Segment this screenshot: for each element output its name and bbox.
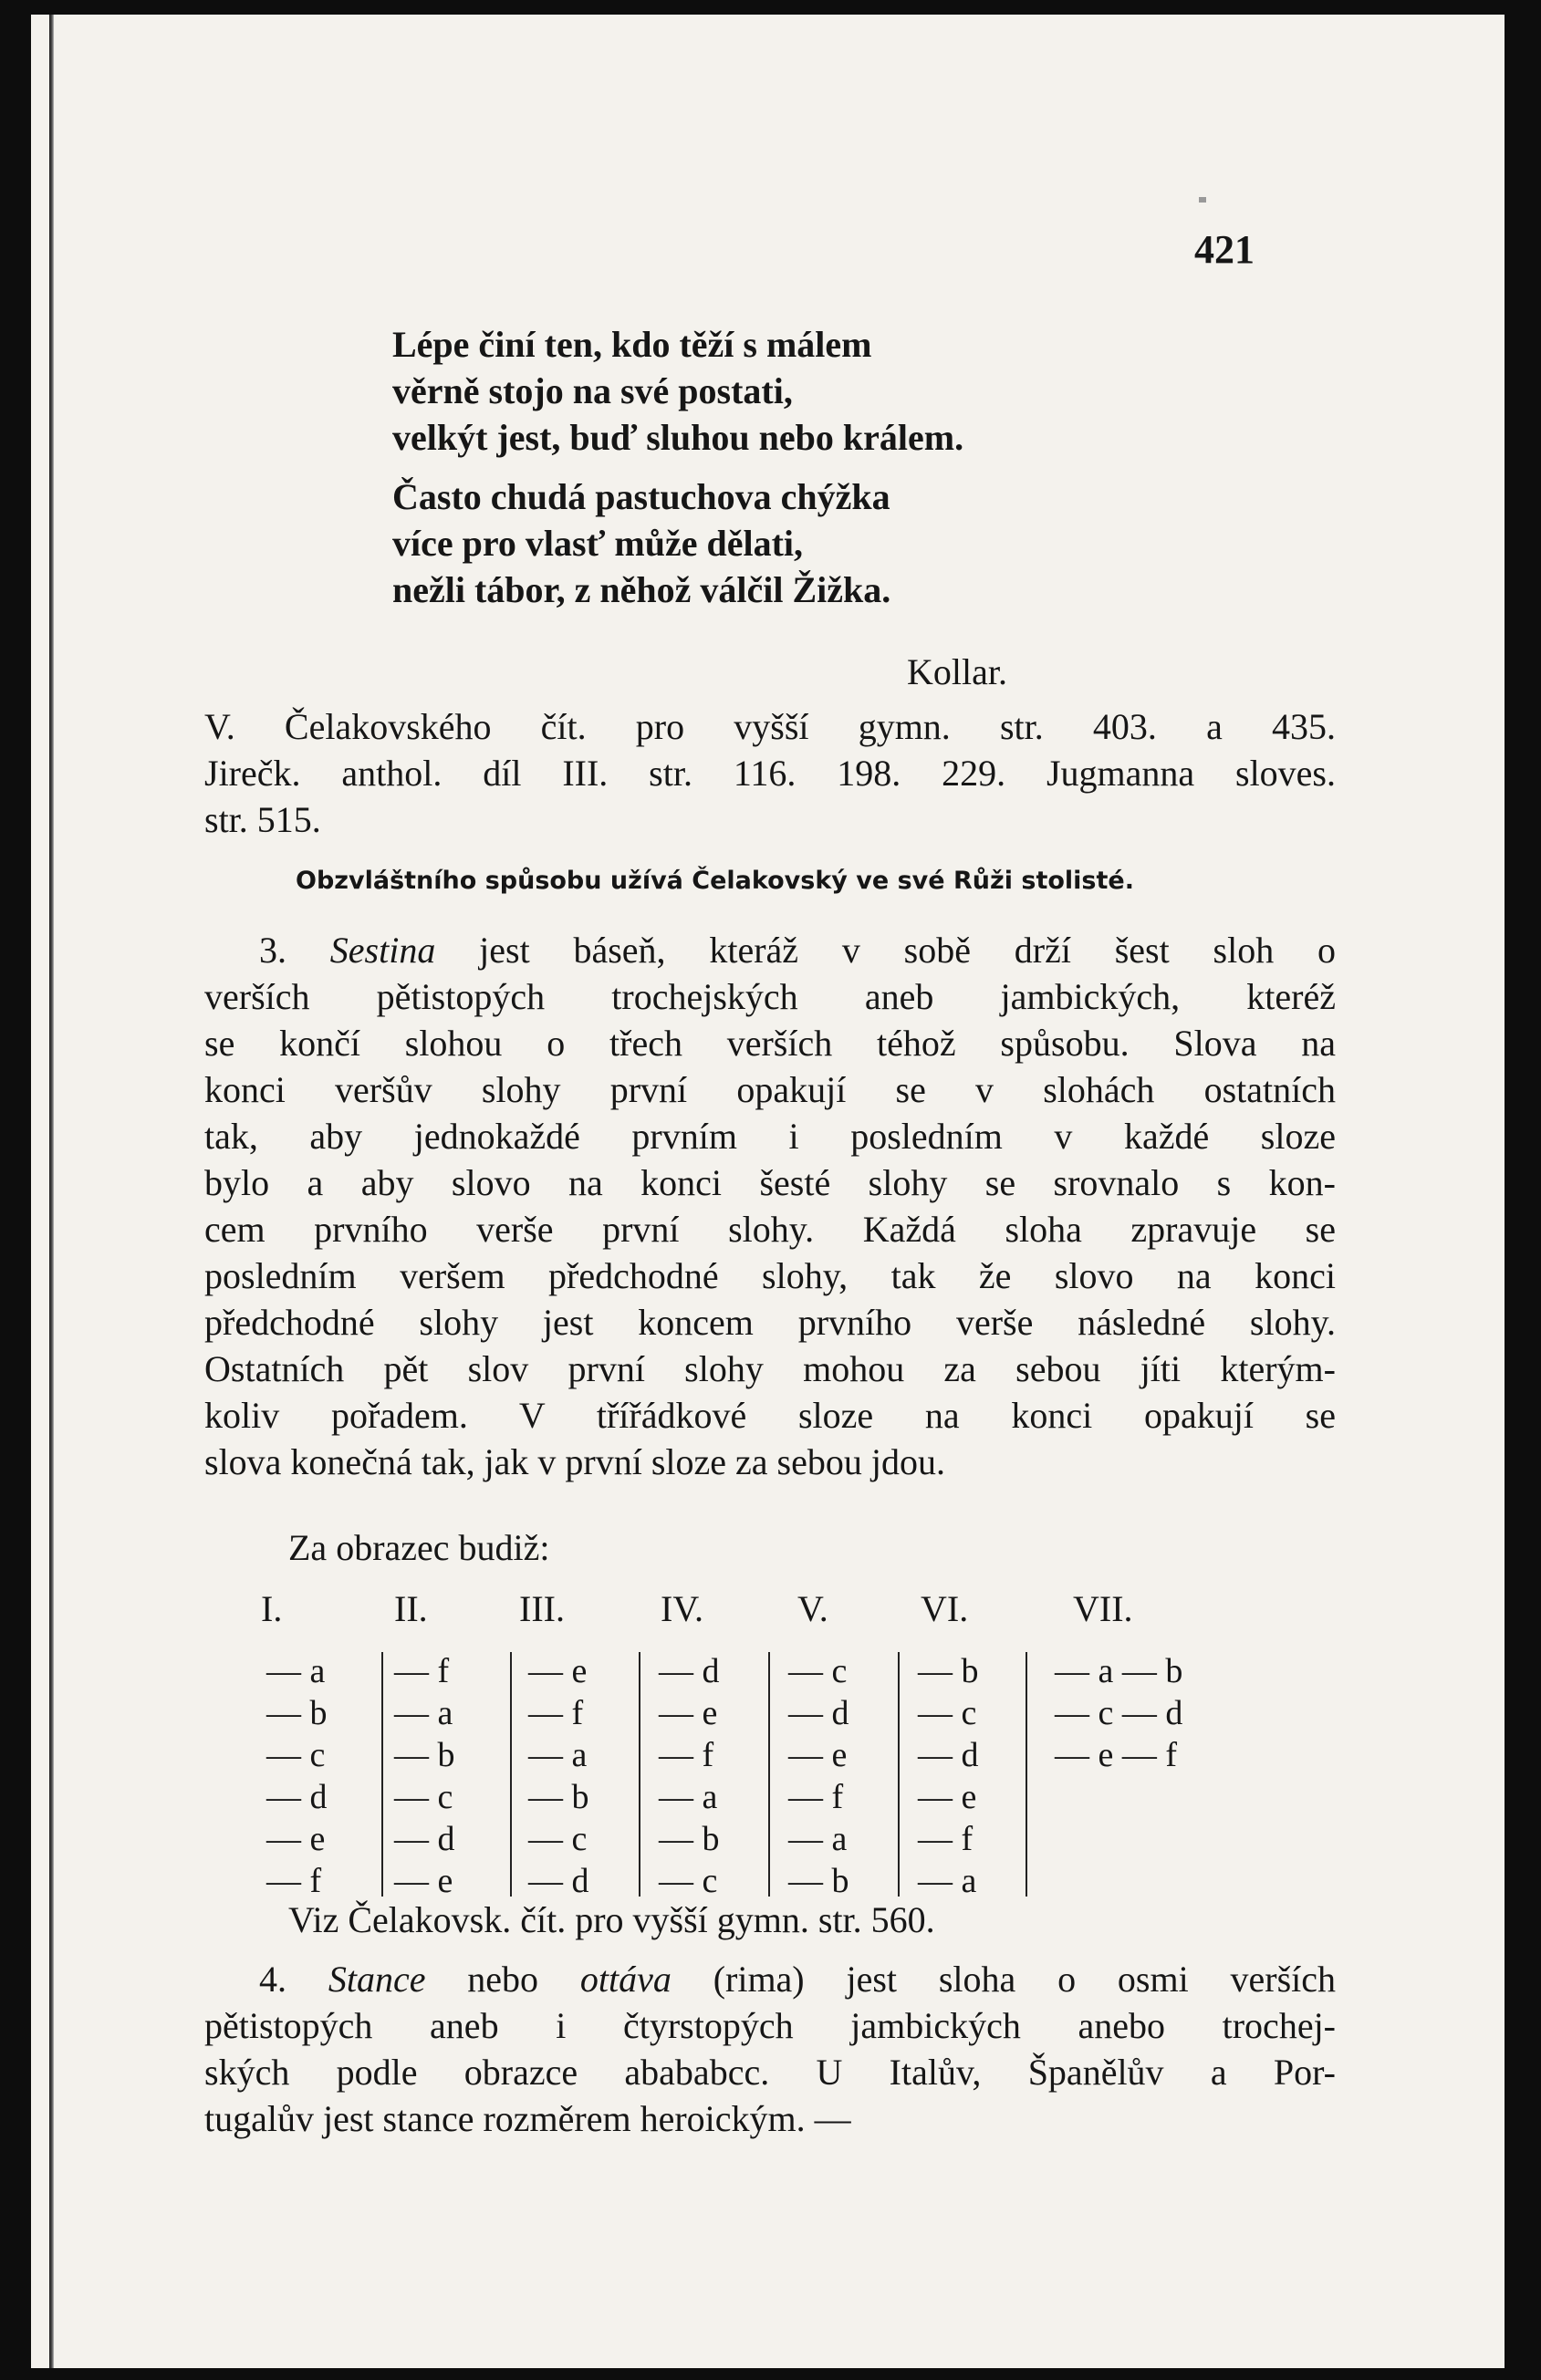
scheme-cell: — a — [266, 1652, 326, 1690]
scheme-cell: — f — [788, 1778, 844, 1816]
sestina-line: konci veršův slohy první opakují se v slohách ostatních — [204, 1069, 1336, 1110]
scheme-header: II. — [394, 1588, 428, 1629]
reference-line: Jirečk. anthol. díl III. str. 116. 198. 229. Jugmanna sloves. — [204, 753, 1336, 794]
sestina-line: cem prvního verše první slohy. Každá sloha zpravuje se — [204, 1209, 1336, 1250]
sestina-line: koliv pořadem. V třířádkové sloze na konci opakují se — [204, 1395, 1336, 1436]
scheme-cell: — c — [918, 1694, 977, 1732]
page-spine-edge — [49, 15, 54, 2368]
scheme-cell: — b — [394, 1736, 455, 1774]
poem-line: Lépe činí ten, kdo těží s málem — [392, 324, 872, 365]
scheme-cell: — a — [918, 1862, 977, 1900]
scheme-cell: — e — f — [1055, 1736, 1178, 1774]
sestina-line: slova konečná tak, jak v první sloze za sebou jdou. — [204, 1441, 945, 1482]
scheme-header: VII. — [1073, 1588, 1133, 1629]
column-separator — [898, 1652, 900, 1897]
note: Obzvláštního spůsobu užívá Čelakovský ve své Růži stolisté. — [296, 867, 1134, 895]
scheme-cell: — d — [659, 1652, 720, 1690]
sestina-line: Ostatních pět slov první slohy mohou za sebou jíti kterým- — [204, 1348, 1336, 1389]
scheme-cell: — b — [659, 1820, 720, 1858]
ottava-term: ottáva — [579, 1959, 672, 2000]
scheme-header: III. — [519, 1588, 565, 1629]
reference-line: V. Čelakovského čít. pro vyšší gymn. str. 403. a 435. — [204, 706, 1336, 747]
scheme-cell: — e — [788, 1736, 848, 1774]
sestina-term: Sestina — [329, 930, 436, 971]
stance-line: tugalův jest stance rozměrem heroickým. — — [204, 2098, 851, 2139]
scheme-header: VI. — [921, 1588, 969, 1629]
stance-paragraph — [204, 1956, 1336, 2142]
scheme-cell: — a — [528, 1736, 588, 1774]
column-separator — [1026, 1652, 1027, 1897]
print-mark — [1199, 197, 1206, 203]
column-separator — [510, 1652, 512, 1897]
scheme-reference: Viz Čelakovsk. čít. pro vyšší gymn. str. 560. — [288, 1899, 935, 1940]
scheme-intro: Za obrazec budiž: — [288, 1527, 550, 1568]
poem-attribution: Kollar. — [907, 651, 1007, 692]
scheme-cell: — c — [659, 1862, 718, 1900]
scheme-cell: — f — [918, 1820, 974, 1858]
sestina-line: bylo a aby slovo na konci šesté slohy se srovnalo s kon- — [204, 1162, 1336, 1203]
column-separator — [381, 1652, 383, 1897]
column-separator — [639, 1652, 640, 1897]
scheme-cell: — f — [394, 1652, 450, 1690]
stance-line: pětistopých aneb i čtyrstopých jambických anebo trochej- — [204, 2005, 1336, 2046]
stance-connector: nebo — [467, 1959, 539, 2000]
poem-line: velkýt jest, buď sluhou nebo králem. — [392, 417, 964, 458]
scheme-cell: — b — [918, 1652, 979, 1690]
sestina-line: předchodné slohy jest koncem prvního verše následné slohy. — [204, 1302, 1336, 1343]
section-number: 4. — [259, 1959, 286, 2000]
sestina-line: verších pětistopých trochejských aneb jambických, kteréž — [204, 976, 1336, 1017]
scheme-cell: — b — [788, 1862, 849, 1900]
section-number: 3. — [259, 930, 286, 971]
scheme-cell: — a — [659, 1778, 718, 1816]
sestina-line: jest báseň, kteráž v sobě drží šest sloh o — [479, 930, 1336, 971]
stance-line: ských podle obrazce abababcc. U Italův, Španělův a Por- — [204, 2052, 1336, 2093]
scheme-cell: — f — [659, 1736, 714, 1774]
scheme-cell: — b — [266, 1694, 328, 1732]
scheme-cell: — c — [788, 1652, 848, 1690]
scheme-cell: — d — [918, 1736, 979, 1774]
stance-first-line — [204, 1956, 1336, 2002]
scheme-cell: — e — [394, 1862, 453, 1900]
scheme-cell: — d — [528, 1862, 589, 1900]
scheme-cell: — d — [788, 1694, 849, 1732]
scheme-cell: — c — [394, 1778, 453, 1816]
scheme-cell: — b — [528, 1778, 589, 1816]
scheme-cell: — c — [528, 1820, 588, 1858]
book-page — [31, 15, 1505, 2368]
sestina-paragraph — [204, 927, 1336, 1485]
poem — [392, 321, 1213, 613]
scheme-cell: — e — [918, 1778, 977, 1816]
scheme-cell: — e — [659, 1694, 718, 1732]
sestina-line: posledním veršem předchodné slohy, tak že slovo na konci — [204, 1255, 1336, 1296]
scheme-cell: — f — [528, 1694, 584, 1732]
sestina-line: tak, aby jednokaždé prvním i posledním v každé sloze — [204, 1116, 1336, 1157]
scheme-header: V. — [797, 1588, 828, 1629]
poem-line: věrně stojo na své postati, — [392, 370, 793, 411]
scheme-header: IV. — [661, 1588, 704, 1629]
sestina-line: se končí slohou o třech verších téhož spůsobu. Slova na — [204, 1023, 1336, 1064]
scheme-cell: — d — [394, 1820, 455, 1858]
scheme-cell: — d — [266, 1778, 328, 1816]
references — [204, 703, 1336, 843]
poem-line: více pro vlasť může dělati, — [392, 523, 804, 564]
reference-line: str. 515. — [204, 799, 321, 840]
scheme-cell: — f — [266, 1862, 322, 1900]
stance-term: Stance — [328, 1959, 426, 2000]
scheme-cell: — e — [266, 1820, 326, 1858]
scheme-cell: — e — [528, 1652, 588, 1690]
poem-line: Často chudá pastuchova chýžka — [392, 476, 890, 517]
scheme-cell: — a — [394, 1694, 453, 1732]
page-number: 421 — [1194, 227, 1255, 272]
column-separator — [768, 1652, 770, 1897]
scheme-cell: — a — [788, 1820, 848, 1858]
scheme-header: I. — [261, 1588, 283, 1629]
poem-line: nežli tábor, z něhož válčil Žižka. — [392, 569, 891, 610]
scheme-cell: — c — d — [1055, 1694, 1183, 1732]
scheme-cell: — c — [266, 1736, 326, 1774]
scheme-cell: — a — b — [1055, 1652, 1183, 1690]
sestina-first-line — [204, 927, 1336, 973]
stance-line: (rima) jest sloha o osmi verších — [713, 1959, 1337, 2000]
